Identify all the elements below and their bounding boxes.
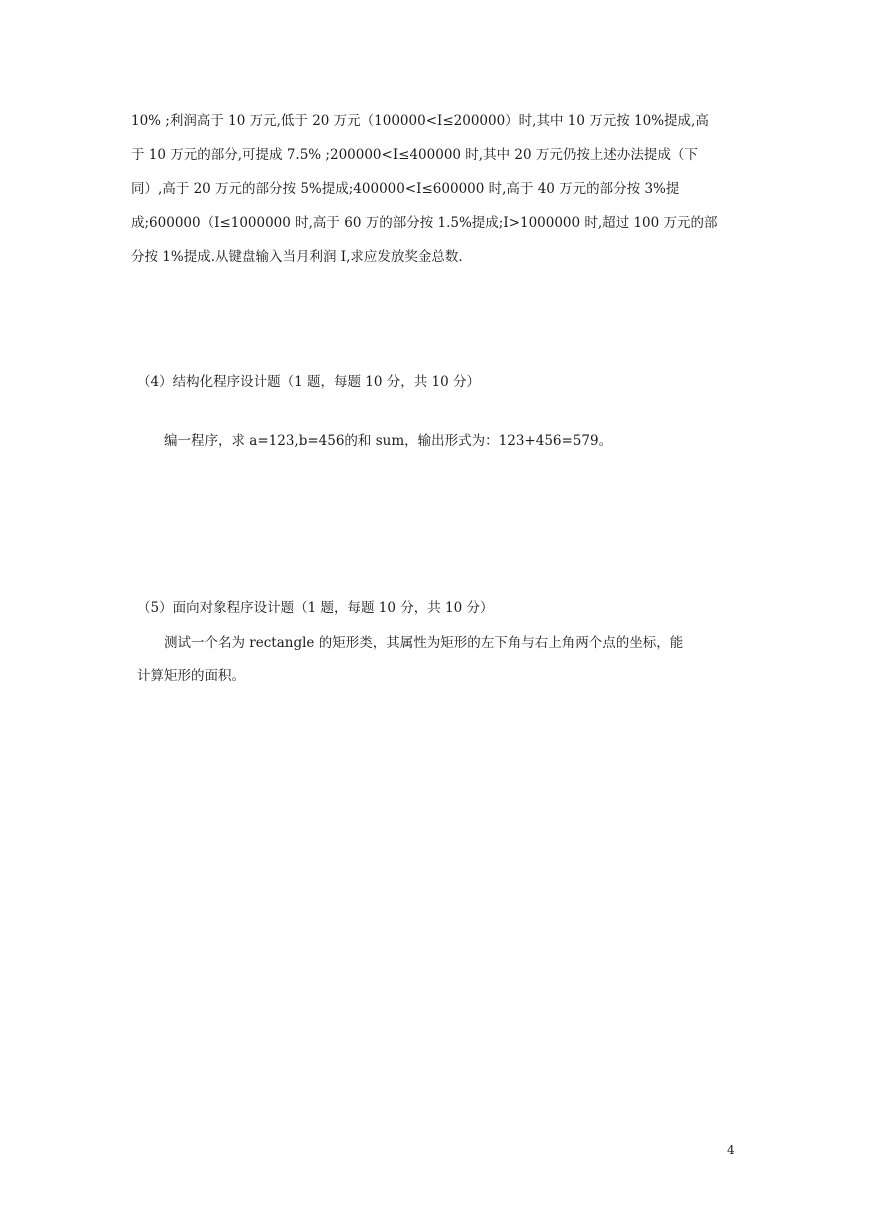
paragraph-line-1: 10% ;利润高于 10 万元,低于 20 万元（100000<I≤200000）时,其中 10 万元按 10%提成,高 xyxy=(131,113,709,129)
section-5-question-line-1: 测试一个名为 rectangle 的矩形类，其属性为矩形的左下角与右上角两个点的坐标，能 xyxy=(164,635,684,651)
paragraph-line-4: 成;600000（I≤1000000 时,高于 60 万的部分按 1.5%提成;I>1000000 时,超过 100 万元的部 xyxy=(131,215,718,231)
section-4-question: 编一程序，求 a=123,b=456的和 sum，输出形式为：123+456=579。 xyxy=(164,433,613,449)
section-5-question-line-2: 计算矩形的面积。 xyxy=(137,668,245,684)
section-4-heading: （4）结构化程序设计题（1 题，每题 10 分，共 10 分） xyxy=(137,374,480,390)
paragraph-line-3: 同）,高于 20 万元的部分按 5%提成;400000<I≤600000 时,高于 40 万元的部分按 3%提 xyxy=(131,181,680,197)
paragraph-line-2: 于 10 万元的部分,可提成 7.5% ;200000<I≤400000 时,其中 20 万元仍按上述办法提成（下 xyxy=(131,147,698,163)
paragraph-line-5: 分按 1%提成.从键盘输入当月利润 I,求应发放奖金总数. xyxy=(131,249,463,265)
page-number: 4 xyxy=(727,1143,735,1157)
section-5-heading: （5）面向对象程序设计题（1 题，每题 10 分，共 10 分） xyxy=(137,600,494,616)
